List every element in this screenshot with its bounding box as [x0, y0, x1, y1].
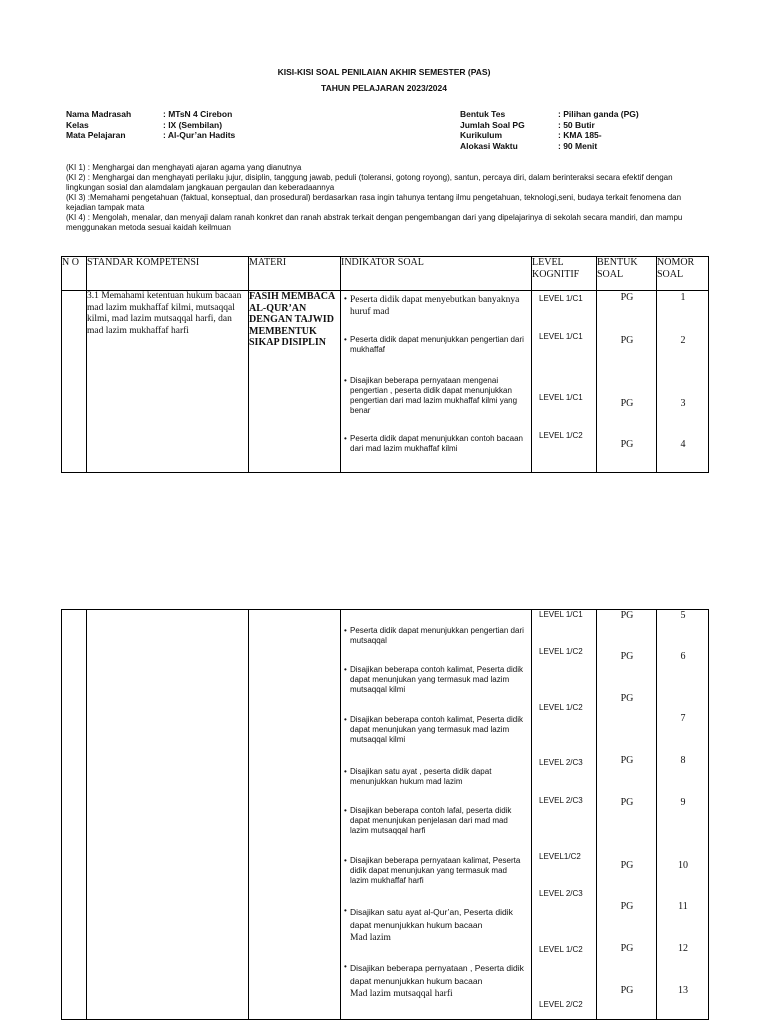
cell-nomor — [657, 291, 709, 473]
nomor-label: 1 — [680, 292, 686, 303]
cell-standar-kompetensi — [87, 610, 249, 1020]
nomor-label: 11 — [678, 901, 688, 912]
header-no: N O — [62, 257, 87, 291]
nomor-label: 8 — [680, 755, 686, 766]
grid-table-2 — [61, 609, 709, 1020]
bentuk-label: PG — [620, 651, 634, 662]
info-value: : Pilihan ganda (PG) — [558, 109, 639, 119]
bentuk-label: PG — [620, 610, 634, 621]
table-header-row — [62, 257, 709, 291]
info-value: : MTsN 4 Cirebon — [163, 109, 233, 119]
info-value: : 90 Menit — [558, 140, 598, 151]
list-item: • Disajikan satu ayat al-Qur’an, Peserta didik dapat menunjukkan hukum bacaan Mad lazim — [344, 906, 513, 943]
list-item: • Disajikan beberapa pernyataan mengenai pengertian , peserta didik dapat menunjukkan pengertian dari mad lazim mukhaffaf kilmi yang benar — [344, 376, 518, 415]
list-item: • Disajikan beberapa contoh kalimat, Peserta didik dapat menunjukan yang termasuk mad lazim mutsaqqal kilmi — [344, 665, 523, 694]
nomor-label: 5 — [680, 610, 686, 621]
nomor-label: 3 — [680, 398, 686, 409]
bullet-icon: • — [344, 856, 347, 865]
grid-table-1 — [61, 256, 709, 473]
info-label: Kurikulum — [460, 130, 503, 140]
list-item: • Peserta didik dapat menunjukkan pengertian dari mukhaffaf — [344, 335, 524, 354]
nomor-label: 4 — [680, 439, 686, 450]
bentuk-label: PG — [620, 797, 634, 808]
bentuk-label: PG — [620, 693, 634, 704]
header-indikator: INDIKATOR SOAL — [341, 257, 532, 291]
level-label: LEVEL 1/C1 — [539, 610, 583, 619]
level-label: LEVEL 2/C3 — [539, 758, 583, 767]
nomor-label: 13 — [678, 985, 688, 996]
list-item: • Peserta didik dapat menunjukkan contoh bacaan dari mad lazim mukhaffaf kilmi — [344, 434, 524, 453]
cell-no — [62, 291, 87, 473]
list-item: • Disajikan beberapa pernyataan kalimat, Peserta didik dapat menunjukan yang termasuk mad lazim mukhaffaf harfi — [344, 856, 521, 885]
document-subtitle: TAHUN PELAJARAN 2023/2024 — [321, 83, 447, 93]
nomor-label: 9 — [680, 797, 686, 808]
level-label: LEVEL 1/C2 — [539, 431, 583, 440]
cell-level — [532, 610, 597, 1020]
bullet-icon: • — [344, 434, 347, 443]
header-level: LEVEL KOGNITIF — [532, 257, 597, 291]
table-row — [62, 291, 709, 473]
level-label: LEVEL1/C2 — [539, 852, 581, 861]
header-bentuk: BENTUK SOAL — [597, 257, 657, 291]
list-item: • Disajikan beberapa pernyataan , Peserta didik dapat menunjukkan hukum bacaan Mad lazim mutsaqqal harfi — [344, 962, 524, 999]
list-item: • Disajikan beberapa contoh kalimat, Peserta didik dapat menunjukan yang termasuk mad lazim mutsaqqal kilmi — [344, 715, 523, 744]
info-left — [66, 109, 236, 141]
cell-indikator — [341, 291, 532, 473]
info-label: Nama Madrasah — [66, 109, 132, 119]
header-standar-kompetensi: STANDAR KOMPETENSI — [87, 257, 249, 291]
info-right — [460, 109, 639, 151]
table-row — [62, 610, 709, 1020]
info-value: : IX (Sembilan) — [163, 119, 223, 130]
cell-nomor — [657, 610, 709, 1020]
bullet-icon: • — [344, 626, 347, 635]
bullet-icon: • — [344, 962, 347, 971]
ki-item: (KI 1) : Menghargai dan menghayati ajaran agama yang dianutnya — [66, 163, 302, 172]
info-label: Bentuk Tes — [460, 109, 506, 119]
list-item: • Disajikan beberapa contoh lafal, peserta didik dapat menunjukan penjelasan dari mad mad lazim mutsaqqal harfi — [344, 806, 512, 835]
level-label: LEVEL 1/C1 — [539, 332, 583, 341]
bullet-icon: • — [344, 806, 347, 815]
cell-standar-kompetensi: 3.1 Memahami ketentuan hukum bacaan mad lazim mukhaffaf kilmi, mutsaqqal kilmi, mad lazim mutsaqqal harfi, dan mad lazim mukhaffaf harfi — [87, 291, 249, 473]
header-nomor: NOMOR SOAL — [657, 257, 709, 291]
info-value: : 50 Butir — [558, 119, 595, 130]
cell-no — [62, 610, 87, 1020]
cell-bentuk — [597, 291, 657, 473]
list-item: • Disajikan satu ayat , peserta didik dapat menunjukkan hukum mad lazim — [344, 767, 492, 786]
info-label: Alokasi Waktu — [460, 140, 518, 151]
info-label: Mata Pelajaran — [66, 130, 126, 140]
cell-materi — [249, 610, 341, 1020]
level-label: LEVEL 2/C3 — [539, 889, 583, 898]
level-label: LEVEL 1/C1 — [539, 393, 583, 402]
header-materi: MATERI — [249, 257, 341, 291]
bullet-icon: • — [344, 767, 347, 776]
bentuk-label: PG — [620, 335, 634, 346]
nomor-label: 2 — [680, 335, 686, 346]
level-label: LEVEL 1/C2 — [539, 703, 583, 712]
nomor-label: 10 — [678, 860, 688, 871]
ki-item: (KI 4) : Mengolah, menalar, dan menyaji dalam ranah konkret dan ranah abstrak terkait dengan pengembangan dari yang dipelajarinya di sekolah secara mandiri, dan mampu menggunakan metoda sesuai kaidah keilmuan — [66, 213, 683, 232]
nomor-label: 12 — [678, 943, 688, 954]
bentuk-label: PG — [620, 292, 634, 303]
bullet-icon: • — [344, 335, 347, 344]
bullet-icon: • — [344, 906, 347, 915]
core-competencies — [66, 163, 706, 233]
bullet-icon: • — [344, 715, 347, 724]
level-label: LEVEL 1/C2 — [539, 647, 583, 656]
nomor-label: 6 — [680, 651, 686, 662]
nomor-label: 7 — [680, 713, 686, 724]
ki-item: (KI 2) : Menghargai dan menghayati perilaku jujur, disiplin, tanggung jawab, peduli (toleransi, gotong royong), santun, percaya diri, dalam berinteraksi secara efektif dengan lingkungan sosial dan alamdalam jangkauan pergaulan dan keberadaannya — [66, 173, 673, 192]
bentuk-label: PG — [620, 901, 634, 912]
info-value: : KMA 185- — [558, 130, 602, 140]
level-label: LEVEL 1/C2 — [539, 945, 583, 954]
info-value: : Al-Qur’an Hadits — [163, 130, 236, 140]
bentuk-label: PG — [620, 439, 634, 450]
info-label: Kelas — [66, 119, 89, 130]
document-title: KISI-KISI SOAL PENILAIAN AKHIR SEMESTER (PAS) — [277, 67, 491, 77]
list-item: • Peserta didik dapat menunjukkan pengertian dari mutsaqqal — [344, 626, 524, 645]
cell-bentuk — [597, 610, 657, 1020]
bentuk-label: PG — [620, 985, 634, 996]
level-label: LEVEL 2/C3 — [539, 796, 583, 805]
cell-indikator — [341, 610, 532, 1020]
ki-item: (KI 3) :Memahami pengetahuan (faktual, konseptual, dan prosedural) berdasarkan rasa ingin tahunya tentang ilmu pengetahuan, teknologi,seni, budaya terkait fenomena dan kejadian tampak mata — [66, 193, 682, 212]
info-label: Jumlah Soal PG — [460, 119, 525, 130]
bentuk-label: PG — [620, 755, 634, 766]
bentuk-label: PG — [620, 943, 634, 954]
level-label: LEVEL 2/C2 — [539, 1000, 583, 1009]
bentuk-label: PG — [620, 398, 634, 409]
bullet-icon: • — [344, 665, 347, 674]
level-label: LEVEL 1/C1 — [539, 294, 583, 303]
cell-materi: FASIH MEMBACA AL-QUR’AN DENGAN TAJWID MEMBENTUK SIKAP DISIPLIN — [249, 291, 341, 473]
cell-level — [532, 291, 597, 473]
bentuk-label: PG — [620, 860, 634, 871]
list-item: • Peserta didik dapat menyebutkan banyaknya huruf mad — [344, 294, 520, 317]
bullet-icon: • — [344, 376, 347, 385]
bullet-icon: • — [344, 294, 347, 303]
